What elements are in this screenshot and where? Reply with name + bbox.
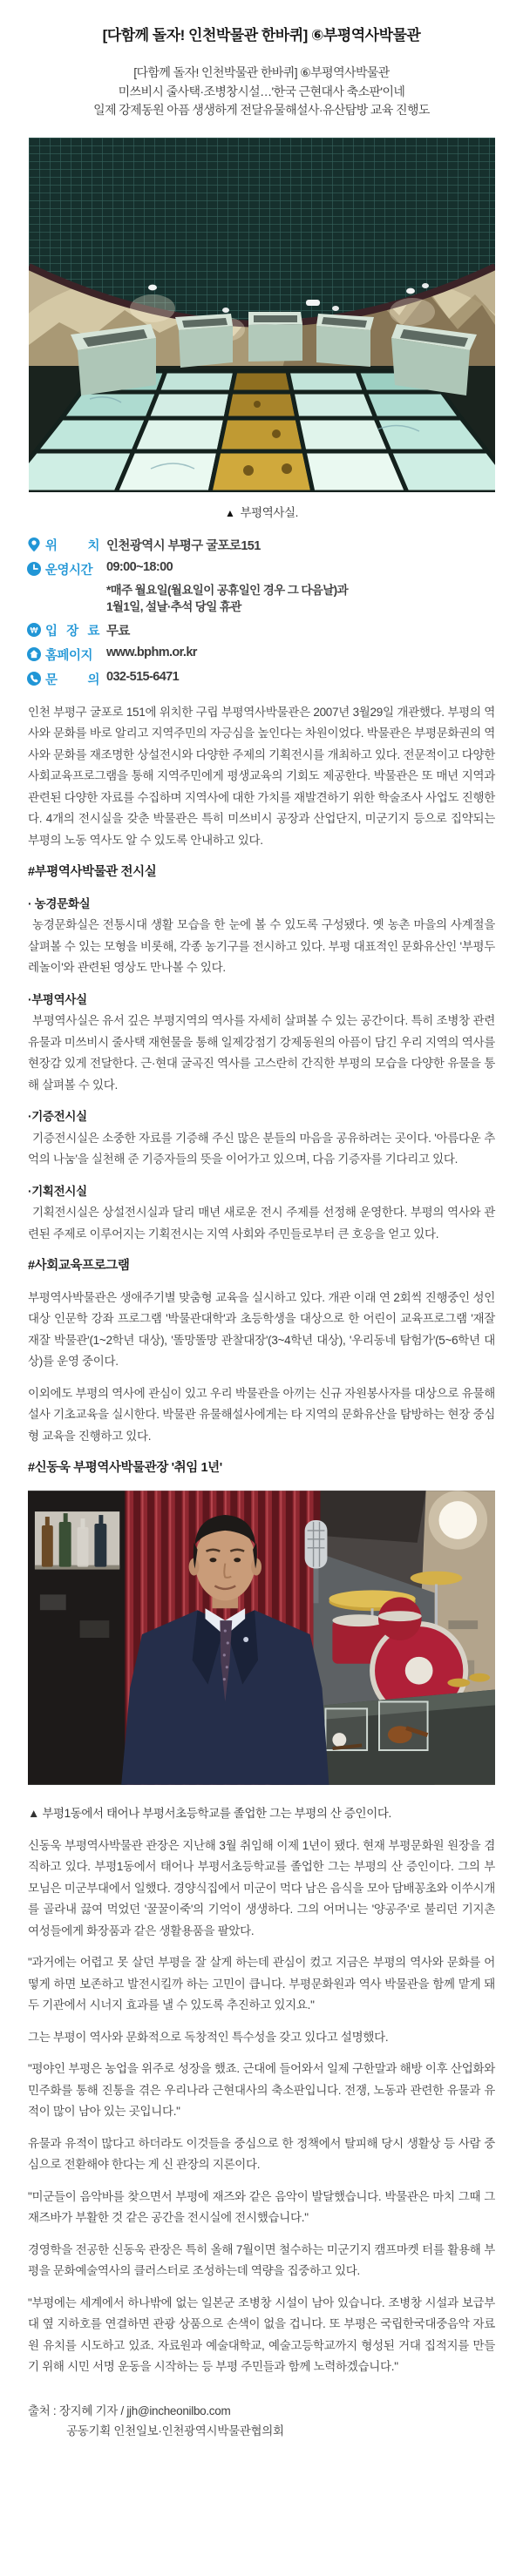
subtitle-line-1: [다함께 돌자! 인천박물관 한바퀴] ⑥부평역사박물관 (133, 65, 390, 79)
phone-icon (26, 671, 42, 686)
caption-triangle-icon: ▲ (224, 506, 235, 519)
info-row-admission (26, 621, 523, 639)
museum-room-illustration (29, 138, 495, 492)
subtitle-line-3: 일제 강제동원 아픔 생생하게 전달유물해설사·유산탐방 교육 진행도 (93, 103, 430, 117)
svg-text:W: W (30, 625, 38, 634)
info-label-location: 위 치 (45, 538, 99, 553)
article-subtitle (0, 64, 523, 120)
director-paragraph-2: 그는 부평이 역사와 문화적으로 독창적인 특수성을 갖고 있다고 설명했다. (28, 2030, 389, 2044)
hours-note-2: 1월1일, 설날·추석 당일 휴관 (106, 599, 241, 613)
room-text-agriculture: 농경문화실은 전통시대 생활 모습을 한 눈에 볼 수 있도록 구성됐다. 옛 농촌 마을의 사계절을 살펴볼 수 있는 모형을 비롯해, 각종 농기구를 전시하고 있다. 부평 대표적인 문화유산인 '부평두레놀이'와 관련된 영상도 만나볼 수 있다. (28, 918, 495, 974)
info-label-contact: 문 의 (45, 673, 99, 687)
info-row-contact (26, 670, 523, 688)
director-quote-1: "과거에는 어렵고 못 살던 부평을 잘 살게 하는데 관심이 컸고 지금은 부평의 역사와 문화를 어떻게 하면 보존하고 발전시킬까 하는 고민이 큽니다. 부평문화원과 역사 박물관을 함께 맡게 돼 두 기관에서 시너지 효과를 낼 수 있도록 추진하고 있지요." (28, 1956, 495, 2011)
director-paragraph-1: 신동욱 부평역사박물관 관장은 지난해 3월 취임해 이제 1년이 됐다. 현재 부평문화원 원장을 겸직하고 있다. 부평1동에서 태어나 부평서초등학교를 졸업한 그는 부평의 산 증인이다. 그의 부모님은 미군부대에서 일했다. 경양식집에서 미군이 먹다 남은 음식을 모아 담배꽁초와 이쑤시개를 골라내 끓여 먹었던 '꿀꿀이죽'의 기억이 생생하다. 그의 어머니는 '양공주'로 불리던 기지촌 여성들에게 화장품과 같은 생활용품을 팔았다. (28, 1838, 495, 1937)
director-quote-4: "부평에는 세계에서 하나밖에 없는 일본군 조병창 시설이 남아 있습니다. 조병창 시설과 보급부대 옆 지하호를 연결하면 관광 상품으로 손색이 없을 겁니다. 또 부평은 국립한국대중음악 자료원 유치를 시도하고 있죠. 자료원과 예술대학교, 예술고등학교까지 형성된 거대 집적지를 만들기 위해 시민 서명 운동을 시작하는 등 부평 주민들과 함께 노력하겠습니다." (28, 2295, 495, 2373)
article-body (28, 702, 495, 2441)
won-icon (26, 622, 42, 638)
article-source (28, 2401, 495, 2441)
info-row-homepage (26, 646, 523, 664)
source-line-reporter: 출처 : 장지혜 기자 / jjh@incheonilbo.com (28, 2404, 231, 2417)
section-header-exhibits: #부평역사박물관 전시실 (28, 865, 157, 879)
room-name-special: ·기획전시실 (28, 1184, 87, 1198)
director-portrait-illustration (28, 1490, 495, 1786)
hours-note-1: *매주 월요일(월요일이 공휴일인 경우 그 다음날)과 (106, 583, 349, 597)
info-row-location (26, 536, 523, 554)
info-label-admission: 입 장 료 (45, 624, 99, 639)
caption2-triangle-icon: ▲ (28, 1807, 39, 1820)
room-name-agriculture: · 농경문화실 (28, 896, 91, 910)
room-text-special: 기획전시실은 상설전시실과 달리 매년 새로운 전시 주제를 선정해 운영한다. 부평의 역사와 관련된 주제로 이루어지는 기획전시는 지역 사회와 주민들로부터 큰 호응을 얻고 있다. (28, 1206, 495, 1241)
info-value-location: 인천광역시 부평구 굴포로151 (106, 538, 261, 553)
location-pin-icon (26, 537, 42, 552)
page-title: [다함께 돌자! 인천박물관 한바퀴] ⑥부평역사박물관 (102, 27, 421, 44)
room-name-donation: ·기증전시실 (28, 1110, 87, 1123)
director-quote-2: "평야인 부평은 농업을 위주로 성장을 했죠. 근대에 들어와서 일제 구한말과 해방 이후 산업화와 민주화를 통해 진통을 겪은 우리나라 근현대사의 축소판입니다. 전쟁, 노동과 관련한 유물과 유적이 많이 남아 있는 곳입니다." (28, 2062, 495, 2118)
info-value-homepage: www.bphm.or.kr (106, 645, 197, 659)
clock-icon (26, 561, 42, 577)
museum-info-list (26, 536, 523, 688)
museum-room-photo (29, 138, 495, 492)
director-quote-3: "미군들이 음악바를 찾으면서 부평에 재즈와 같은 음악이 발달했습니다. 박물관은 마치 그때 그 재즈바가 부활한 것 같은 공간을 전시실에 전시했습니다." (28, 2189, 495, 2224)
info-hours-notes (106, 582, 523, 615)
section-header-director: #신동욱 부평역사박물관장 '취임 1년' (28, 1461, 222, 1475)
director-paragraph-4: 경영학을 전공한 신동욱 관장은 특히 올해 7월이면 철수하는 미군기지 캠프마켓 터를 활용해 부평을 문화예술역사의 클러스터로 조성하는데 역량을 집중하고 있다. (28, 2242, 495, 2277)
director-paragraph-3: 유물과 유적이 많다고 하더라도 이것들을 중심으로 한 정책에서 탈피해 당시 생활상 등 사람 중심으로 전환해야 한다는 게 신 관장의 지론이다. (28, 2136, 495, 2171)
home-icon (26, 646, 42, 662)
director-photo (28, 1490, 495, 1794)
photo2-caption: ▲ 부평1동에서 태어나 부평서초등학교를 졸업한 그는 부평의 산 증인이다. (28, 1807, 391, 1820)
education-paragraph-1: 부평역사박물관은 생애주기별 맞춤형 교육을 실시하고 있다. 개관 이래 연 2회씩 진행중인 성인 대상 인문학 강좌 프로그램 '박물관대학'과 초등학생을 대상으로 한 어린이 교육프로그램 '재잘재잘 박물관'(1~2학년 대상), '똘망똘망 관찰대장'(3~4학년 대상), '우리동네 탐험가'(5~6학년 대상)를 운영 중이다. (28, 1290, 495, 1368)
education-paragraph-2: 이외에도 부평의 역사에 관심이 있고 우리 박물관을 아끼는 신규 자원봉사자를 대상으로 유물해설사 기초교육을 실시한다. 박물관 유물해설사에게는 타 지역의 문화유산을 탐방하는 현장 중심형 교육을 진행하고 있다. (28, 1386, 495, 1443)
info-value-contact: 032-515-6471 (106, 669, 180, 684)
source-line-copublisher: 공동기획 인천일보·인천광역시박물관협의회 (66, 2424, 284, 2437)
room-text-history: 부평역사실은 유서 깊은 부평지역의 역사를 자세히 살펴볼 수 있는 공간이다. 특히 조병창 관련 유물과 미쓰비시 줄사택 재현물을 통해 일제강점기 강제동원의 아픔이 담긴 우리 지역의 역사를 현장감 있게 전달한다. 근·현대 굴곡진 역사를 고스란히 간직한 부평의 모습을 다양한 유물을 통해 살펴볼 수 있다. (28, 1014, 495, 1092)
section-header-education: #사회교육프로그램 (28, 1259, 130, 1273)
room-name-history: ·부평역사실 (28, 992, 87, 1006)
info-label-hours: 운영시간 (45, 563, 93, 578)
photo1-caption: ▲ 부평역사실. (224, 505, 299, 519)
intro-paragraph: 인천 부평구 굴포로 151에 위치한 구립 부평역사박물관은 2007년 3월29일 개관했다. 부평의 역사와 문화를 바로 알리고 지역주민의 자긍심을 높인다는 차원이었다. 박물관은 부평문화권의 역사와 문화를 재조명한 상설전시와 다양한 주제의 기획전시를 개최하고 있다. 전문적이고 다양한 사회교육프로그램을 통해 지역주민에게 평생교육의 기회도 제공한다. 박물관은 또 매년 지역과 관련된 다양한 자료를 수집하며 지역사에 대한 가치를 재발견하기 위한 학술조사 사업도 진행한다. 4개의 전시실을 갖춘 박물관은 특히 미쓰비시 공장과 산업단지, 미군기지 등으로 집약되는 부평의 노동 역사도 알 수 있도록 안내하고 있다. (28, 705, 495, 847)
info-row-hours (26, 560, 523, 578)
info-label-homepage: 홈페이지 (45, 648, 93, 663)
room-text-donation: 기증전시실은 소중한 자료를 기증해 주신 많은 분들의 마음을 공유하려는 곳이다. '아름다운 추억의 나눔'을 실천해 준 기증자들의 뜻을 이어가고 있으며, 다음 기증자를 기다리고 있다. (28, 1131, 495, 1166)
subtitle-line-2: 미쓰비시 줄사택·조병창시설…'한국 근현대사 축소판'이네 (118, 84, 405, 98)
info-value-hours: 09:00~18:00 (106, 559, 173, 574)
info-value-admission: 무료 (106, 624, 130, 639)
